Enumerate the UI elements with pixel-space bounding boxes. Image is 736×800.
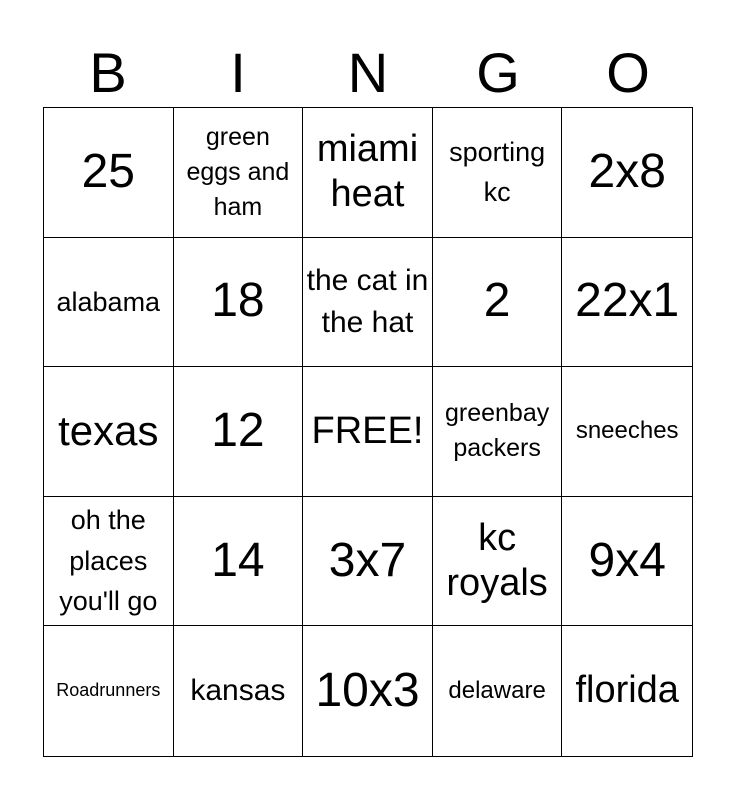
cell-label: 12: [211, 404, 265, 458]
cell-label: 14: [211, 533, 265, 587]
bingo-header: [43, 40, 693, 106]
bingo-cell-r3-c1[interactable]: [44, 367, 174, 497]
cell-label: texas: [58, 407, 159, 455]
bingo-cell-r4-c3[interactable]: [303, 497, 433, 627]
bingo-cell-r3-c3[interactable]: [303, 367, 433, 497]
bingo-cell-r4-c1[interactable]: [44, 497, 174, 627]
cell-label: green eggs and ham: [186, 122, 290, 221]
bingo-cell-r2-c3[interactable]: [303, 238, 433, 368]
cell-label: FREE!: [311, 409, 424, 452]
bingo-cell-r5-c2[interactable]: [174, 626, 304, 756]
bingo-cell-r2-c1[interactable]: [44, 238, 174, 368]
cell-label: 10x3: [315, 663, 420, 717]
bingo-cell-r2-c5[interactable]: [562, 238, 692, 368]
header-letter-o: O: [606, 41, 650, 104]
bingo-cell-r4-c4[interactable]: [433, 497, 563, 627]
cell-label: 25: [81, 144, 135, 198]
bingo-cell-r3-c4[interactable]: [433, 367, 563, 497]
cell-label: kansas: [190, 674, 286, 708]
bingo-cell-r1-c3[interactable]: [303, 108, 433, 238]
bingo-cell-r5-c5[interactable]: [562, 626, 692, 756]
bingo-cell-r1-c1[interactable]: [44, 108, 174, 238]
header-letter-i: I: [230, 41, 246, 104]
cell-label: 18: [211, 274, 265, 328]
cell-label: 2x8: [588, 144, 666, 198]
bingo-cell-r4-c2[interactable]: [174, 497, 304, 627]
cell-label: oh the places you'll go: [59, 505, 158, 617]
cell-label: greenbay packers: [444, 399, 550, 463]
bingo-cell-r2-c2[interactable]: [174, 238, 304, 368]
cell-label: 3x7: [328, 533, 407, 587]
bingo-cell-r1-c4[interactable]: [433, 108, 563, 238]
bingo-board: [43, 107, 693, 757]
cell-label: alabama: [56, 286, 161, 317]
cell-label: the cat in the hat: [306, 263, 429, 339]
cell-label: 9x4: [588, 533, 666, 587]
cell-label: sneeches: [575, 417, 679, 445]
bingo-cell-r3-c5[interactable]: [562, 367, 692, 497]
cell-label: florida: [575, 669, 679, 712]
cell-label: delaware: [448, 677, 546, 705]
cell-label: Roadrunners: [56, 680, 161, 701]
bingo-cell-r2-c4[interactable]: [433, 238, 563, 368]
bingo-cell-r5-c4[interactable]: [433, 626, 563, 756]
header-letter-b: B: [89, 41, 127, 104]
cell-label: 22x1: [575, 274, 680, 328]
cell-label: 2: [483, 274, 511, 328]
cell-label: miami heat: [316, 127, 419, 216]
cell-label: kc royals: [446, 516, 548, 605]
header-letter-g: G: [476, 41, 520, 104]
bingo-cell-r4-c5[interactable]: [562, 497, 692, 627]
bingo-cell-r5-c1[interactable]: [44, 626, 174, 756]
bingo-cell-r5-c3[interactable]: [303, 626, 433, 756]
header-letter-n: N: [347, 41, 389, 104]
bingo-cell-r3-c2[interactable]: [174, 367, 304, 497]
cell-label: sporting kc: [449, 136, 546, 208]
bingo-cell-r1-c2[interactable]: [174, 108, 304, 238]
bingo-cell-r1-c5[interactable]: [562, 108, 692, 238]
